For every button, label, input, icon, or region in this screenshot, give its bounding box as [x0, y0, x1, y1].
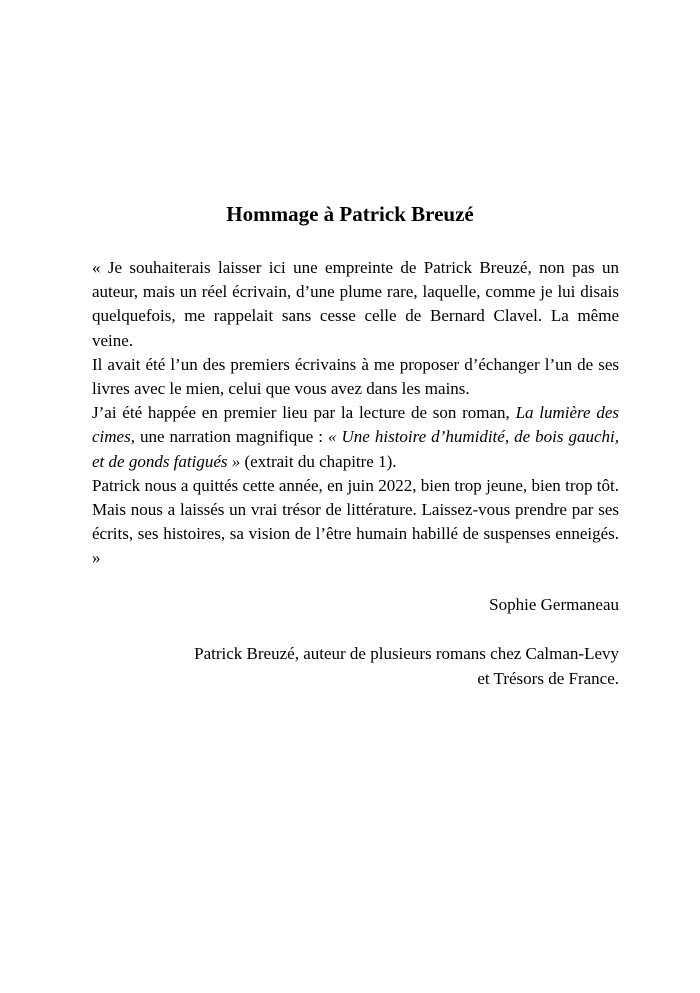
paragraph-3-tail: (extrait du chapitre 1).: [240, 451, 397, 471]
paragraph-1: « Je souhaiterais laisser ici une empreinte de Patrick Breuzé, non pas un auteur, mais un réel écrivain, d’une plume rare, laquelle, comme je lui disais quelquefois, me rappelait sans cesse celle de Bernard Clavel. La même veine.: [92, 258, 619, 350]
author-note-line-1: Patrick Breuzé, auteur de plusieurs romans chez Calman-Levy: [194, 644, 619, 663]
paragraph-4: Patrick nous a quittés cette année, en juin 2022, bien trop jeune, bien trop tôt. Mais nous a laissés un vrai trésor de littérature. Laissez-vous prendre par ses écrits, ses histoires, sa vision de l’être humain habillé de suspenses enneigés. »: [92, 475, 619, 568]
book-title: La lumière des cimes: [92, 403, 619, 447]
paragraph-3-middle: , une narration magnifique :: [130, 427, 329, 447]
signature: Sophie Germaneau: [489, 595, 619, 614]
author-note-line-2: et Trésors de France.: [477, 668, 619, 688]
author-note: [139, 642, 619, 691]
paragraph-2: Il avait été l’un des premiers écrivains à me proposer d’échanger l’un de ses livres avec le mien, celui que vous avez dans les mains.: [92, 354, 619, 399]
page-title: Hommage à Patrick Breuzé: [226, 202, 474, 226]
paragraph-3-lead: J’ai été happée en premier lieu par la lecture de son roman,: [92, 403, 516, 423]
paragraph-3: [92, 401, 619, 474]
book-quote: « Une histoire d’humidité, de bois gauchi, et de gonds fatigués »: [92, 427, 619, 471]
tribute-body: [92, 256, 619, 571]
